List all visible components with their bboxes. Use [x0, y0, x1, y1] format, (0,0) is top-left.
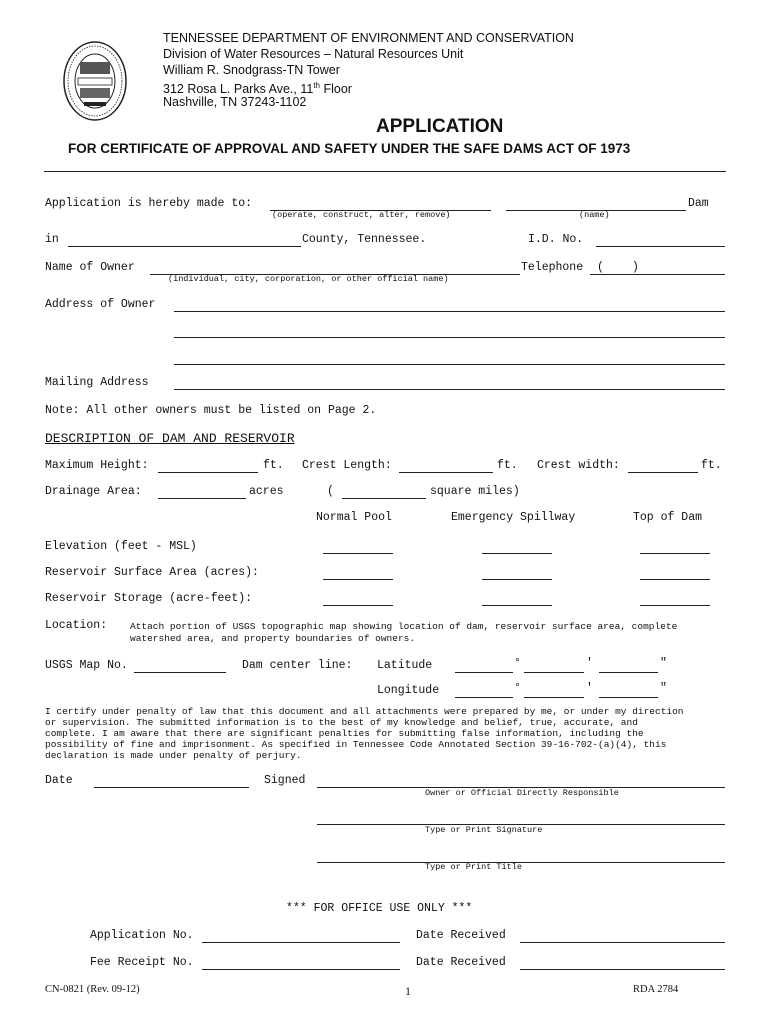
action-hint: (operate, construct, alter, remove): [272, 210, 451, 220]
street-address-main: 312 Rosa L. Parks Ave., 11: [163, 82, 314, 97]
longitude-sec-symbol: ": [660, 682, 667, 695]
page-title: APPLICATION: [376, 116, 504, 137]
date-label: Date: [45, 774, 73, 787]
latitude-min-field[interactable]: [524, 658, 584, 673]
signature-field[interactable]: [317, 773, 725, 788]
surface-emergency-field[interactable]: [482, 565, 552, 580]
crest-width-field[interactable]: [628, 458, 698, 473]
longitude-min-symbol: ': [586, 682, 593, 695]
certification-line-1: I certify under penalty of law that this document and all attachments were prepared by me, or under my direction: [45, 706, 684, 717]
date-received-field[interactable]: [520, 928, 725, 943]
row-elevation-label: Elevation (feet - MSL): [45, 540, 197, 553]
surface-normal-field[interactable]: [323, 565, 393, 580]
surface-top-field[interactable]: [640, 565, 710, 580]
longitude-deg-field[interactable]: [455, 683, 513, 698]
latitude-sec-symbol: ": [660, 657, 667, 670]
location-instructions-2: watershed area, and property boundaries of owners.: [130, 633, 416, 644]
building-name: William R. Snodgrass-TN Tower: [163, 63, 340, 77]
sqmi-label: square miles): [430, 485, 520, 498]
agency-name: TENNESSEE DEPARTMENT OF ENVIRONMENT AND CONSERVATION: [163, 31, 574, 45]
print-signature-hint: Type or Print Signature: [425, 825, 543, 835]
street-address-sup: th: [313, 81, 320, 90]
col-normal-pool: Normal Pool: [316, 511, 392, 524]
storage-emergency-field[interactable]: [482, 591, 552, 606]
owner-hint: (individual, city, corporation, or other official name): [168, 274, 449, 284]
owner-official-hint: Owner or Official Directly Responsible: [425, 788, 619, 798]
drainage-acres-unit: acres: [249, 485, 284, 498]
dam-name-hint: (name): [579, 210, 610, 220]
action-field[interactable]: [270, 196, 491, 211]
usgs-map-label: USGS Map No.: [45, 659, 128, 672]
drainage-sqmi-field[interactable]: [342, 484, 426, 499]
date-received-2-field[interactable]: [520, 955, 725, 970]
address-line-3[interactable]: [174, 350, 725, 365]
tennessee-state-seal-icon: [62, 40, 128, 122]
latitude-deg-symbol: °: [514, 657, 521, 670]
county-field[interactable]: [68, 232, 301, 247]
row-storage-label: Reservoir Storage (acre-feet):: [45, 592, 253, 605]
city-state-zip: Nashville, TN 37243-1102: [163, 95, 307, 109]
print-title-hint: Type or Print Title: [425, 862, 522, 872]
dam-center-label: Dam center line:: [242, 659, 353, 672]
crest-length-label: Crest Length:: [302, 459, 392, 472]
fee-receipt-label: Fee Receipt No.: [90, 956, 194, 969]
date-received-2-label: Date Received: [416, 956, 506, 969]
dam-name-field[interactable]: [506, 196, 686, 211]
crest-width-unit: ft.: [701, 459, 722, 472]
application-number-label: Application No.: [90, 929, 194, 942]
description-heading: DESCRIPTION OF DAM AND RESERVOIR: [45, 431, 295, 446]
latitude-sec-field[interactable]: [599, 658, 658, 673]
rda-number: RDA 2784: [633, 984, 679, 995]
col-top-of-dam: Top of Dam: [633, 511, 703, 524]
drainage-acres-field[interactable]: [158, 484, 246, 499]
date-field[interactable]: [94, 773, 249, 788]
telephone-field[interactable]: [590, 260, 725, 275]
certification-line-5: declaration is made under penalty of perjury.: [45, 750, 302, 761]
row-surface-label: Reservoir Surface Area (acres):: [45, 566, 259, 579]
office-use-heading: *** FOR OFFICE USE ONLY ***: [286, 902, 473, 915]
max-height-field[interactable]: [158, 458, 258, 473]
latitude-min-symbol: ': [586, 657, 593, 670]
longitude-min-field[interactable]: [524, 683, 584, 698]
storage-top-field[interactable]: [640, 591, 710, 606]
elevation-top-field[interactable]: [640, 539, 710, 554]
mailing-address-field[interactable]: [174, 375, 725, 390]
longitude-label: Longitude: [377, 684, 440, 697]
id-label: I.D. No.: [528, 233, 584, 246]
date-received-label: Date Received: [416, 929, 506, 942]
location-label: Location:: [45, 619, 108, 632]
print-signature-field[interactable]: [317, 810, 725, 825]
col-emergency-spillway: Emergency Spillway: [451, 511, 576, 524]
telephone-paren-open: (: [597, 261, 604, 274]
fee-receipt-field[interactable]: [202, 955, 400, 970]
signed-label: Signed: [264, 774, 306, 787]
dam-label: Dam: [688, 197, 709, 210]
application-number-field[interactable]: [202, 928, 400, 943]
owner-name-field[interactable]: [150, 260, 520, 275]
address-line-2[interactable]: [174, 323, 725, 338]
storage-normal-field[interactable]: [323, 591, 393, 606]
street-address-floor: Floor: [320, 82, 352, 97]
app-made-to-label: Application is hereby made to:: [45, 197, 253, 210]
latitude-deg-field[interactable]: [455, 658, 513, 673]
owner-label: Name of Owner: [45, 261, 135, 274]
certification-line-4: possibility of fine and imprisonment. As specified in Tennessee Code Annotated Section 39-16-702-(a)(4), this: [45, 739, 667, 750]
address-label: Address of Owner: [45, 298, 156, 311]
mailing-label: Mailing Address: [45, 376, 149, 389]
certification-line-2: or supervision. The submitted information is to the best of my knowledge and belief, true, accurate, and: [45, 717, 638, 728]
crest-length-field[interactable]: [399, 458, 493, 473]
longitude-deg-symbol: °: [514, 682, 521, 695]
telephone-label: Telephone: [521, 261, 584, 274]
drainage-label: Drainage Area:: [45, 485, 142, 498]
crest-width-label: Crest width:: [537, 459, 620, 472]
crest-length-unit: ft.: [497, 459, 518, 472]
form-number: CN-0821 (Rev. 09-12): [45, 984, 140, 995]
max-height-label: Maximum Height:: [45, 459, 149, 472]
owners-note: Note: All other owners must be listed on Page 2.: [45, 404, 377, 417]
address-line-1[interactable]: [174, 297, 725, 312]
latitude-label: Latitude: [377, 659, 433, 672]
elevation-normal-field[interactable]: [323, 539, 393, 554]
in-label: in: [45, 233, 59, 246]
elevation-emergency-field[interactable]: [482, 539, 552, 554]
id-number-field[interactable]: [596, 232, 725, 247]
usgs-map-field[interactable]: [134, 658, 226, 673]
max-height-unit: ft.: [263, 459, 284, 472]
page-number: 1: [405, 984, 411, 998]
telephone-paren-close: ): [632, 261, 639, 274]
county-label: County, Tennessee.: [302, 233, 427, 246]
page-subtitle: FOR CERTIFICATE OF APPROVAL AND SAFETY UNDER THE SAFE DAMS ACT OF 1973: [68, 141, 631, 156]
division-name: Division of Water Resources – Natural Resources Unit: [163, 47, 464, 61]
print-title-field[interactable]: [317, 848, 725, 863]
header-divider: [44, 171, 726, 172]
sqmi-paren-open: (: [327, 485, 334, 498]
certification-line-3: complete. I am aware that there are significant penalties for submitting false information, including the: [45, 728, 644, 739]
longitude-sec-field[interactable]: [599, 683, 658, 698]
location-instructions-1: Attach portion of USGS topographic map showing location of dam, reservoir surface area, complete: [130, 621, 678, 632]
